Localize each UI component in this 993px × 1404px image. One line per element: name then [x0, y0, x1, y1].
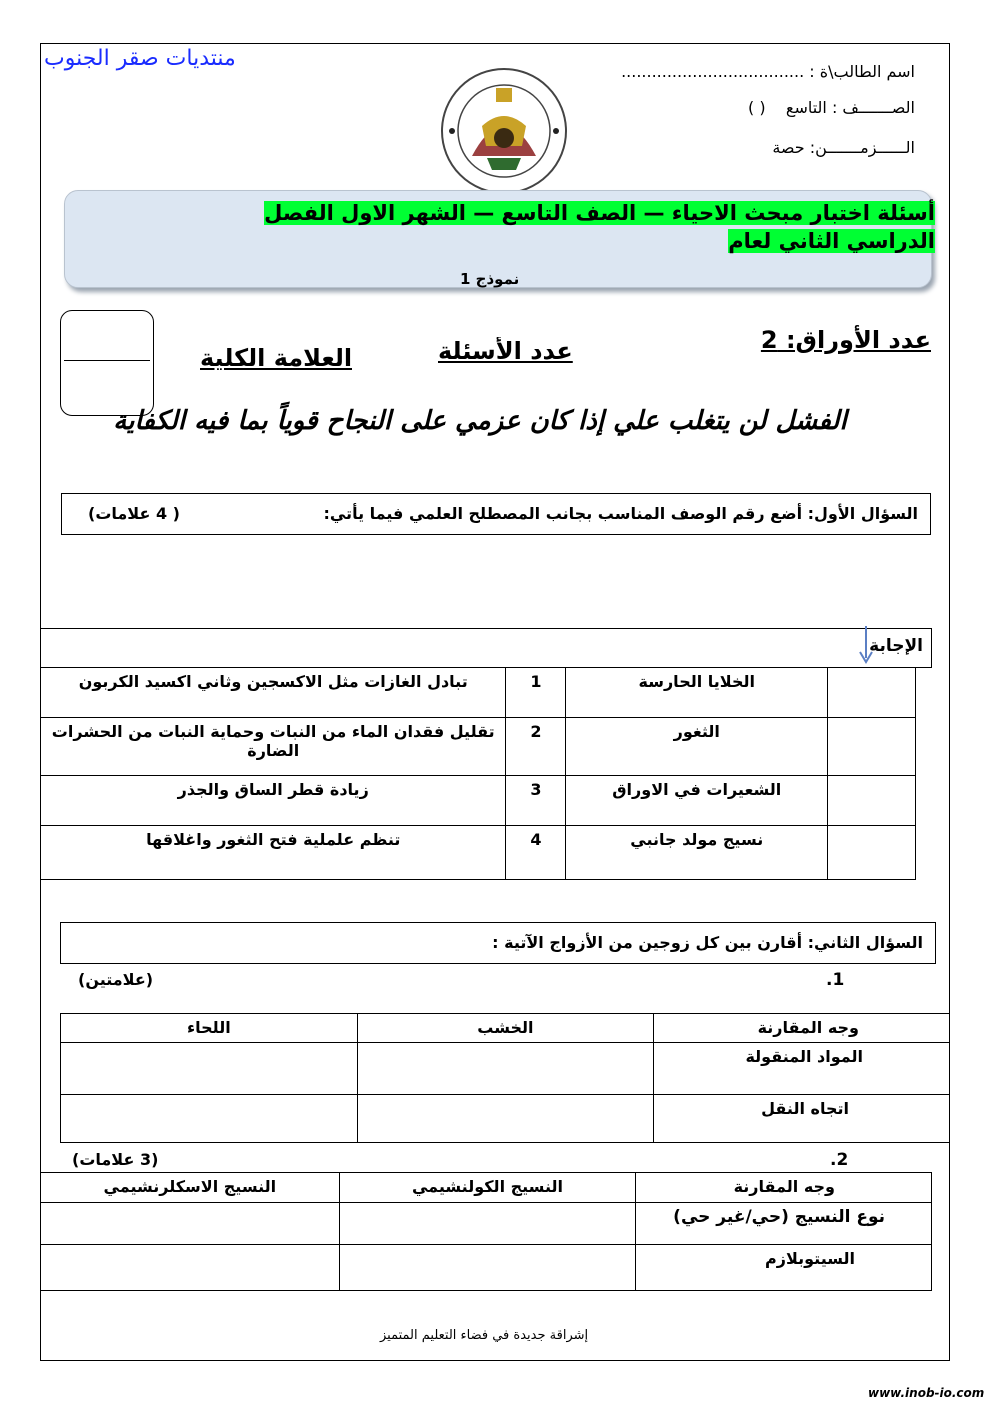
answer-cell[interactable] — [828, 668, 916, 718]
student-name-label: اسم الطالب\ة : — [809, 62, 915, 81]
row-label-cell: نوع النسيج (حي/غير حي) — [636, 1203, 932, 1245]
student-name-field — [621, 62, 915, 81]
exam-title: أسئلة اختبار مبحث الاحياء — الصف التاسع — الشهر الاول الفصل الدراسي الثاني لعام — [264, 201, 935, 253]
description-cell: زيادة قطر الساق والجذر — [41, 776, 506, 826]
number-cell: 1 — [506, 668, 566, 718]
term-cell: الخلايا الحارسة — [566, 668, 828, 718]
description-cell: تبادل الغازات مثل الاكسجين وثاني اكسيد الكربون — [41, 668, 506, 718]
footer-slogan: إشراقة جديدة في فضاء التعليم المتميز — [380, 1328, 589, 1343]
header-cell: وجه المقارنة — [654, 1014, 950, 1043]
time-field — [772, 138, 915, 157]
number-cell: 3 — [506, 776, 566, 826]
question-1-text: السؤال الأول: أضع رقم الوصف المناسب بجانب المصطلح العلمي فيما يأتي: — [323, 504, 918, 523]
student-name-dots: .................................... — [621, 62, 805, 81]
question-2-text: السؤال الثاني: أقارن بين كل زوجين من الأزواج الآتية : — [492, 933, 923, 952]
table-row — [41, 826, 916, 880]
answer-cell[interactable] — [61, 1095, 358, 1143]
table-row — [41, 1245, 932, 1291]
number-cell: 2 — [506, 718, 566, 776]
number-cell: 4 — [506, 826, 566, 880]
time-label: الــــــزمـــــــن: حصة — [772, 138, 915, 157]
down-arrow-icon — [858, 624, 874, 666]
header-cell: النسيج الاسكلرنشيمي — [41, 1173, 340, 1203]
question-1-box — [61, 493, 931, 535]
answer-cell[interactable] — [61, 1043, 358, 1095]
table-row — [61, 1014, 950, 1043]
comparison-table-1 — [60, 1013, 950, 1143]
jordan-ministry-seal-icon — [432, 66, 577, 196]
table-row — [61, 1043, 950, 1095]
row-label-cell: السيتوبلازم — [636, 1245, 932, 1291]
class-label: الصـــــــف : التاسع — [785, 98, 915, 117]
forum-watermark: منتديات صقر الجنوب — [44, 46, 236, 71]
total-mark-label: العلامة الكلية — [200, 344, 353, 372]
comparison-table-2 — [40, 1172, 932, 1291]
part-2-number: 2. — [830, 1150, 849, 1170]
term-cell: نسيج مولد جانبي — [566, 826, 828, 880]
header-cell: اللحاء — [61, 1014, 358, 1043]
question-2-box — [60, 922, 936, 964]
table-row — [41, 1203, 932, 1245]
description-cell: تقليل فقدان الماء من النبات وحماية النبات من الحشرات الضارة — [41, 718, 506, 776]
table-row — [41, 668, 916, 718]
class-paren: ( ) — [748, 98, 766, 117]
table-row — [41, 1173, 932, 1203]
answer-cell[interactable] — [339, 1245, 636, 1291]
answer-cell[interactable] — [41, 1203, 340, 1245]
description-cell: تنظم علملية فتح الثغور واغلاقها — [41, 826, 506, 880]
matching-table — [40, 667, 916, 880]
table-row — [41, 776, 916, 826]
model-number: نموذج 1 — [460, 270, 520, 288]
questions-count-label: عدد الأسئلة — [438, 337, 573, 365]
answer-cell[interactable] — [357, 1043, 654, 1095]
part-2-marks: (3 علامات) — [72, 1150, 159, 1169]
table-row — [41, 718, 916, 776]
website-url[interactable]: www.inob-io.com — [868, 1386, 985, 1400]
row-label-cell: اتجاه النقل — [654, 1095, 950, 1143]
answer-cell[interactable] — [828, 718, 916, 776]
class-field — [748, 98, 915, 117]
answer-cell[interactable] — [357, 1095, 654, 1143]
answer-label: الإجابة — [869, 636, 923, 656]
part-1-number: 1. — [826, 970, 845, 990]
answer-cell[interactable] — [339, 1203, 636, 1245]
motto: الفشل لن يتغلب علي إذا كان عزمي على النجاح قوياً بما فيه الكفاية — [113, 406, 847, 436]
term-cell: الشعيرات في الاوراق — [566, 776, 828, 826]
answer-cell[interactable] — [828, 826, 916, 880]
answer-header-box — [40, 628, 932, 668]
row-label-cell: المواد المنقولة — [654, 1043, 950, 1095]
mark-divider — [64, 360, 150, 361]
header-cell: الخشب — [357, 1014, 654, 1043]
header-cell: وجه المقارنة — [636, 1173, 932, 1203]
part-1-marks: (علامتين) — [78, 970, 154, 989]
answer-cell[interactable] — [41, 1245, 340, 1291]
mark-box — [60, 310, 154, 416]
table-row — [61, 1095, 950, 1143]
question-1-marks: ( 4 علامات) — [88, 504, 180, 523]
papers-count: عدد الأوراق: 2 — [760, 326, 931, 354]
answer-cell[interactable] — [828, 776, 916, 826]
header-cell: النسيج الكولنشيمي — [339, 1173, 636, 1203]
term-cell: الثغور — [566, 718, 828, 776]
